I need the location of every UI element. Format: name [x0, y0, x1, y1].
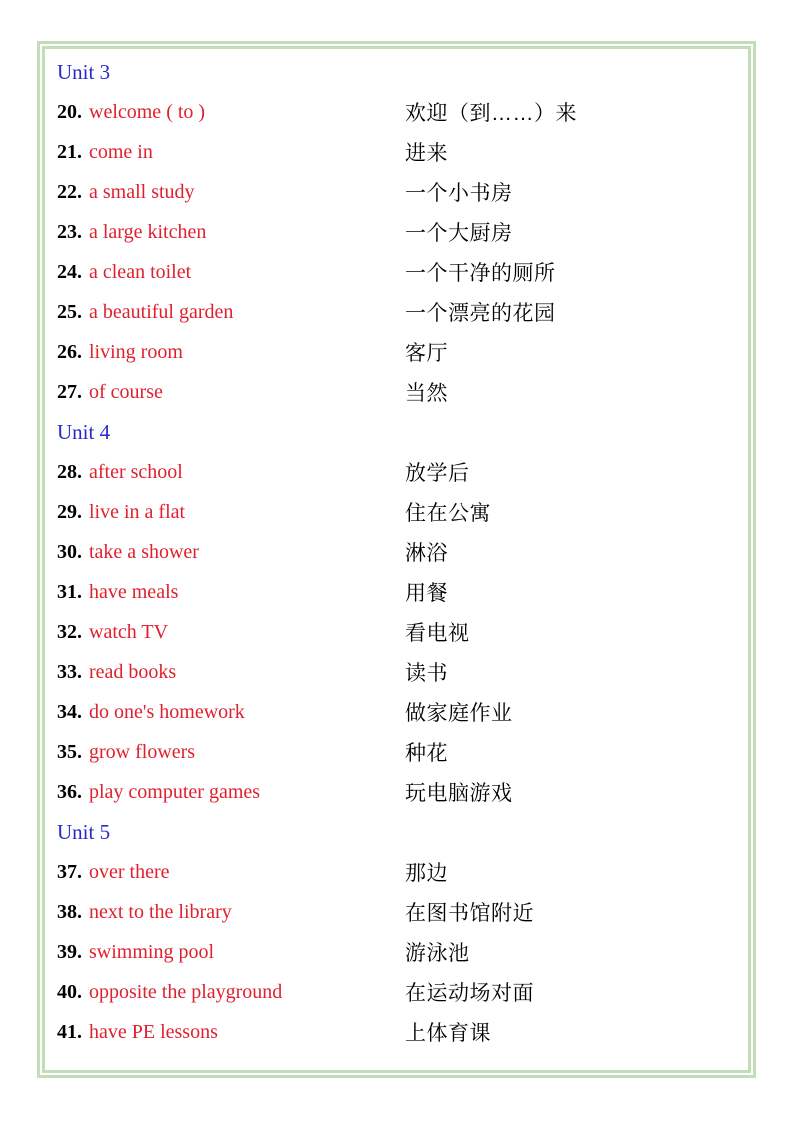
item-english: living room	[89, 340, 183, 363]
vocab-row	[57, 172, 748, 212]
item-english-cell	[57, 501, 405, 524]
vocab-row	[57, 1012, 748, 1052]
item-english: a clean toilet	[89, 260, 192, 283]
item-english-cell	[57, 541, 405, 564]
item-english-cell	[57, 781, 405, 804]
item-chinese: 在图书馆附近	[405, 902, 534, 925]
item-chinese: 用餐	[405, 582, 448, 605]
vocab-row	[57, 292, 748, 332]
item-english: of course	[89, 380, 163, 403]
vocab-row	[57, 772, 748, 812]
item-chinese: 当然	[405, 382, 448, 405]
item-english: have meals	[89, 580, 179, 603]
item-number: 25.	[57, 300, 82, 323]
vocab-row	[57, 132, 748, 172]
item-english: a small study	[89, 180, 195, 203]
item-english-cell	[57, 461, 405, 484]
item-english: play computer games	[89, 780, 261, 803]
item-number: 30.	[57, 540, 82, 563]
unit-header: Unit 4	[57, 419, 111, 444]
item-english-cell	[57, 701, 405, 724]
vocab-row	[57, 652, 748, 692]
item-chinese: 欢迎（到……）来	[405, 102, 577, 125]
item-chinese: 一个漂亮的花园	[405, 302, 556, 325]
unit-header: Unit 5	[57, 819, 111, 844]
item-number: 36.	[57, 780, 82, 803]
vocab-row	[57, 932, 748, 972]
unit-header-row	[57, 412, 748, 452]
item-english-cell	[57, 261, 405, 284]
item-chinese: 那边	[405, 862, 448, 885]
vocab-row	[57, 692, 748, 732]
item-english: take a shower	[89, 540, 199, 563]
item-english: next to the library	[89, 900, 232, 923]
vocab-row	[57, 332, 748, 372]
item-number: 22.	[57, 180, 82, 203]
vocab-list	[45, 49, 748, 1052]
item-english-cell	[57, 861, 405, 884]
item-chinese: 一个干净的厕所	[405, 262, 556, 285]
page-frame	[37, 41, 756, 1078]
item-english-cell	[57, 301, 405, 324]
item-english-cell	[57, 1021, 405, 1044]
item-chinese: 淋浴	[405, 542, 448, 565]
item-english: over there	[89, 860, 170, 883]
item-chinese: 上体育课	[405, 1022, 491, 1045]
item-chinese: 在运动场对面	[405, 982, 534, 1005]
item-english: live in a flat	[89, 500, 186, 523]
vocab-row	[57, 252, 748, 292]
item-english: welcome ( to )	[89, 100, 206, 123]
item-number: 38.	[57, 900, 82, 923]
item-number: 33.	[57, 660, 82, 683]
item-english: watch TV	[89, 620, 169, 643]
item-number: 28.	[57, 460, 82, 483]
item-english: swimming pool	[89, 940, 215, 963]
item-english-cell	[57, 141, 405, 164]
unit-header-row	[57, 52, 748, 92]
item-number: 27.	[57, 380, 82, 403]
item-english-cell	[57, 581, 405, 604]
item-chinese: 一个大厨房	[405, 222, 513, 245]
item-english-cell	[57, 941, 405, 964]
item-english: come in	[89, 140, 153, 163]
vocab-row	[57, 532, 748, 572]
vocab-row	[57, 492, 748, 532]
item-english: read books	[89, 660, 177, 683]
item-number: 24.	[57, 260, 82, 283]
item-english-cell	[57, 621, 405, 644]
item-english-cell	[57, 901, 405, 924]
item-english-cell	[57, 341, 405, 364]
item-english: a beautiful garden	[89, 300, 234, 323]
item-english: a large kitchen	[89, 220, 207, 243]
item-number: 35.	[57, 740, 82, 763]
item-chinese: 游泳池	[405, 942, 470, 965]
item-english-cell	[57, 221, 405, 244]
item-english-cell	[57, 661, 405, 684]
vocab-row	[57, 732, 748, 772]
item-chinese: 住在公寓	[405, 502, 491, 525]
item-chinese: 放学后	[405, 462, 470, 485]
vocab-row	[57, 92, 748, 132]
vocab-row	[57, 372, 748, 412]
item-number: 32.	[57, 620, 82, 643]
item-chinese: 一个小书房	[405, 182, 513, 205]
vocab-row	[57, 452, 748, 492]
vocab-row	[57, 972, 748, 1012]
item-number: 39.	[57, 940, 82, 963]
vocab-row	[57, 612, 748, 652]
item-number: 29.	[57, 500, 82, 523]
item-number: 40.	[57, 980, 82, 1003]
item-chinese: 玩电脑游戏	[405, 782, 513, 805]
item-chinese: 种花	[405, 742, 448, 765]
item-chinese: 做家庭作业	[405, 702, 513, 725]
item-english: grow flowers	[89, 740, 196, 763]
item-english: opposite the playground	[89, 980, 283, 1003]
item-number: 26.	[57, 340, 82, 363]
vocab-row	[57, 892, 748, 932]
item-english-cell	[57, 381, 405, 404]
item-number: 23.	[57, 220, 82, 243]
item-number: 31.	[57, 580, 82, 603]
item-chinese: 看电视	[405, 622, 470, 645]
item-english-cell	[57, 741, 405, 764]
item-number: 34.	[57, 700, 82, 723]
item-chinese: 读书	[405, 662, 448, 685]
item-number: 20.	[57, 100, 82, 123]
vocab-row	[57, 212, 748, 252]
vocab-row	[57, 572, 748, 612]
unit-header: Unit 3	[57, 59, 111, 84]
unit-header-row	[57, 812, 748, 852]
item-english-cell	[57, 181, 405, 204]
item-number: 37.	[57, 860, 82, 883]
vocab-row	[57, 852, 748, 892]
item-english: after school	[89, 460, 183, 483]
item-english: do one's homework	[89, 700, 245, 723]
item-english-cell	[57, 981, 405, 1004]
item-number: 41.	[57, 1020, 82, 1043]
item-chinese: 进来	[405, 142, 448, 165]
item-english-cell	[57, 101, 405, 124]
item-chinese: 客厅	[405, 342, 448, 365]
item-number: 21.	[57, 140, 82, 163]
item-english: have PE lessons	[89, 1020, 218, 1043]
